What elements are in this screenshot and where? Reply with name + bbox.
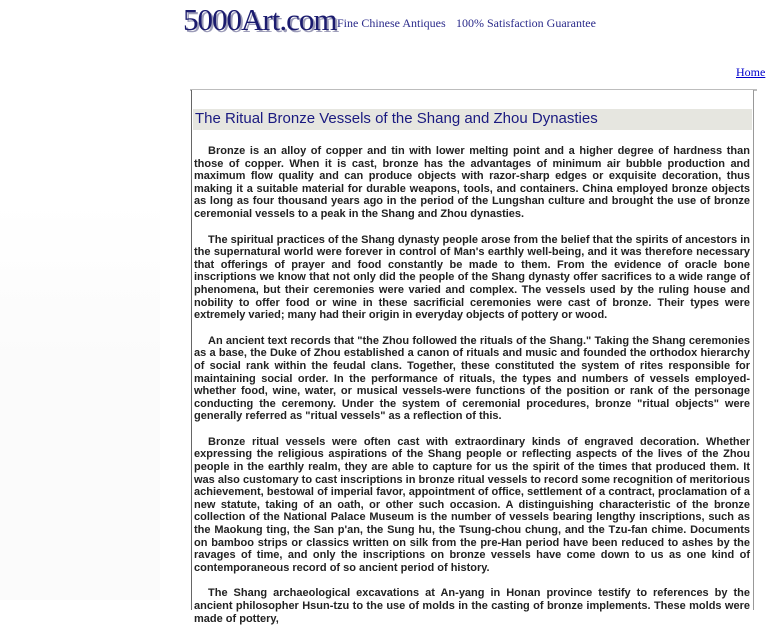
site-header xyxy=(0,0,771,44)
article-paragraph: An ancient text records that "the Zhou followed the rituals of the Shang." Taking the Shang ceremonies as a base, the Duke of Zhou established a canon of rituals and music and founded the orthodox hierarchy of social rank within the feudal clans. Together, these constituted the system of rites responsible for maintaining social order. In the performance of rituals, the types and numbers of vessels employed-whether food, wine, water, or musical vessels-were functions of the position or rank of the personage conducting the ceremony. Under the system of ceremonial procedures, bronze "ritual objects" were generally referred as "ritual vessels" as a reflection of this. xyxy=(194,334,750,423)
article-paragraph: Bronze is an alloy of copper and tin with lower melting point and a higher degree of hardness than those of copper. When it is cast, bronze has the advantages of minimum air bubble production and maximum flow quality and can produce objects with razor-sharp edges or exquisite decoration, thus making it a suitable material for durable weapons, tools, and containers. China employed bronze objects as long as four thousand years ago in the period of the Lungshan culture and brought the use of bronze ceremonial vessels to a peak in the Shang and Zhou dynasties. xyxy=(194,145,750,220)
article-paragraph: Bronze ritual vessels were often cast with extraordinary kinds of engraved decoration. Whether expressing the religious aspirations of the Shang people or reflecting aspects of the lives of the Zhou people in the earthly realm, they are able to capture for us the spirit of the times that produced them. It was also customary to cast inscriptions in bronze ritual vessels to record some recognition of meritorious achievement, bestowal of imperial favor, appointment of office, settlement of a contract, proclamation of a new statute, taking of an oath, or other such occasion. A distinguishing characteristic of the bronze collection of the National Palace Museum is the number of vessels bearing lengthy inscriptions, such as the Maokung ting, the San p'an, the Sung hu, the Tsung-chou chung, and the Tzu-fan chime. Documents on bamboo strips or classics written on silk from the pre-Han period have been reduced to ashes by the ravages of time, and only the inscriptions on bronze vessels have come down to us as one kind of contemporaneous record of so ancient period of history. xyxy=(194,435,750,574)
site-logo[interactable]: 5000Art.com xyxy=(183,2,337,37)
tagline-satisfaction: 100% Satisfaction Guarantee xyxy=(456,16,596,30)
article-title: The Ritual Bronze Vessels of the Shang and Zhou Dynasties xyxy=(195,110,598,127)
home-link[interactable]: Home xyxy=(736,65,766,79)
tagline-fine-antiques: Fine Chinese Antiques xyxy=(337,16,446,30)
article-paragraph: The spiritual practices of the Shang dynasty people arose from the belief that the spirits of ancestors in the supernatural world were forever in control of Man's earthly well-being, and it was therefore necessary that offerings of prayer and food constantly be made to them. From the evidence of oracle bone inscriptions we know that not only did the people of the Shang dynasty offer sacrifices to a wide range of phenomena, but their ceremonies were varied and complex. The vessels used by the ruling house and nobility to offer food or wine in these sacrificial ceremonies were cast of bronze. Their types were extremely varied; many had their origin in everyday objects of pottery or wood. xyxy=(194,233,750,322)
sidebar-background xyxy=(0,200,160,600)
article-body xyxy=(194,145,750,638)
article-paragraph: The Shang archaeological excavations at An-yang in Honan province testify to references by the ancient philosopher Hsun-tzu to the use of molds in the casting of bronze implements. These molds were made of pottery, xyxy=(194,587,750,625)
